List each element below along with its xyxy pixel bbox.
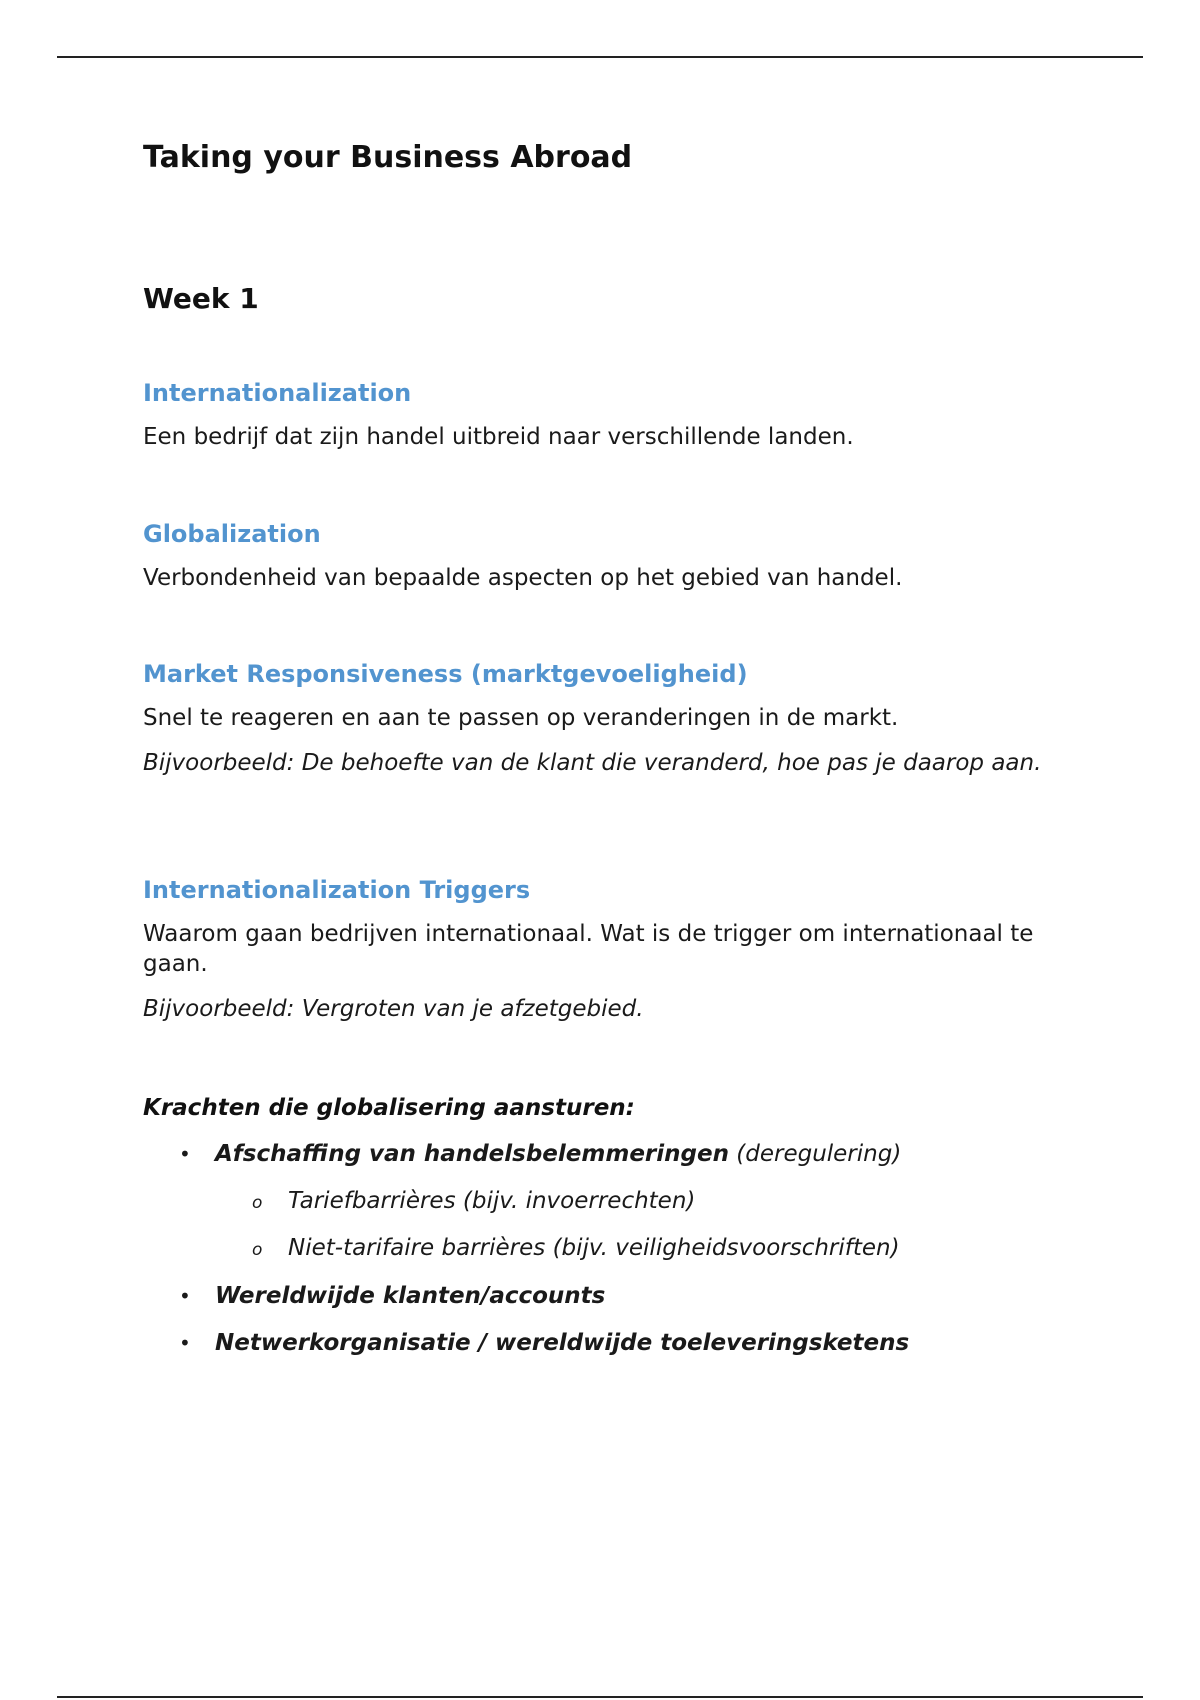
sub-list-item-label: Tariefbarrières (bijv. invoerrechten) <box>288 1188 696 1214</box>
term-definition: Een bedrijf dat zijn handel uitbreid naar verschillende landen. <box>143 424 854 450</box>
section-internationalization <box>143 378 1063 452</box>
section-internationalization-triggers <box>143 875 1063 1024</box>
bullet-icon: • <box>179 1284 191 1308</box>
term-example: Bijvoorbeeld: Vergroten van je afzetgebied. <box>143 996 644 1022</box>
term-example: Bijvoorbeeld: De behoefte van de klant die veranderd, hoe pas je daarop aan. <box>143 750 1042 776</box>
forces-list <box>143 1139 1063 1358</box>
term-heading: Internationalization <box>143 379 412 407</box>
bullet-icon: • <box>179 1142 191 1166</box>
term-heading: Internationalization Triggers <box>143 876 531 904</box>
term-heading: Globalization <box>143 520 321 548</box>
term-definition: Snel te reageren en aan te passen op veranderingen in de markt. <box>143 705 899 731</box>
sub-list-item <box>143 1186 1063 1216</box>
section-globalization <box>143 519 1063 593</box>
header-rule <box>57 56 1143 58</box>
list-item <box>143 1139 1063 1169</box>
section-market-responsiveness <box>143 659 1063 778</box>
bullet-icon: • <box>179 1331 191 1355</box>
sub-bullet-icon: o <box>252 1240 263 1260</box>
week-heading: Week 1 <box>143 282 259 315</box>
term-heading: Market Responsiveness (marktgevoeligheid) <box>143 660 748 688</box>
forces-heading: Krachten die globalisering aansturen: <box>143 1095 635 1121</box>
list-item-note: (deregulering) <box>728 1141 902 1167</box>
sub-list-item <box>143 1233 1063 1263</box>
sub-bullet-icon: o <box>252 1193 263 1213</box>
list-item-label: Wereldwijde klanten/accounts <box>215 1283 606 1309</box>
list-item-label: Netwerkorganisatie / wereldwijde toeleveringsketens <box>215 1330 910 1356</box>
list-item <box>143 1281 1063 1311</box>
list-item <box>143 1328 1063 1358</box>
document-title: Taking your Business Abroad <box>143 140 633 175</box>
list-item-label: Afschaffing van handelsbelemmeringen <box>215 1141 729 1167</box>
term-definition: Verbondenheid van bepaalde aspecten op het gebied van handel. <box>143 565 903 591</box>
term-definition: Waarom gaan bedrijven internationaal. Wat is de trigger om internationaal te gaan. <box>143 921 1034 977</box>
footer-rule <box>57 1696 1143 1698</box>
sub-list-item-label: Niet-tarifaire barrières (bijv. veiligheidsvoorschriften) <box>288 1235 900 1261</box>
